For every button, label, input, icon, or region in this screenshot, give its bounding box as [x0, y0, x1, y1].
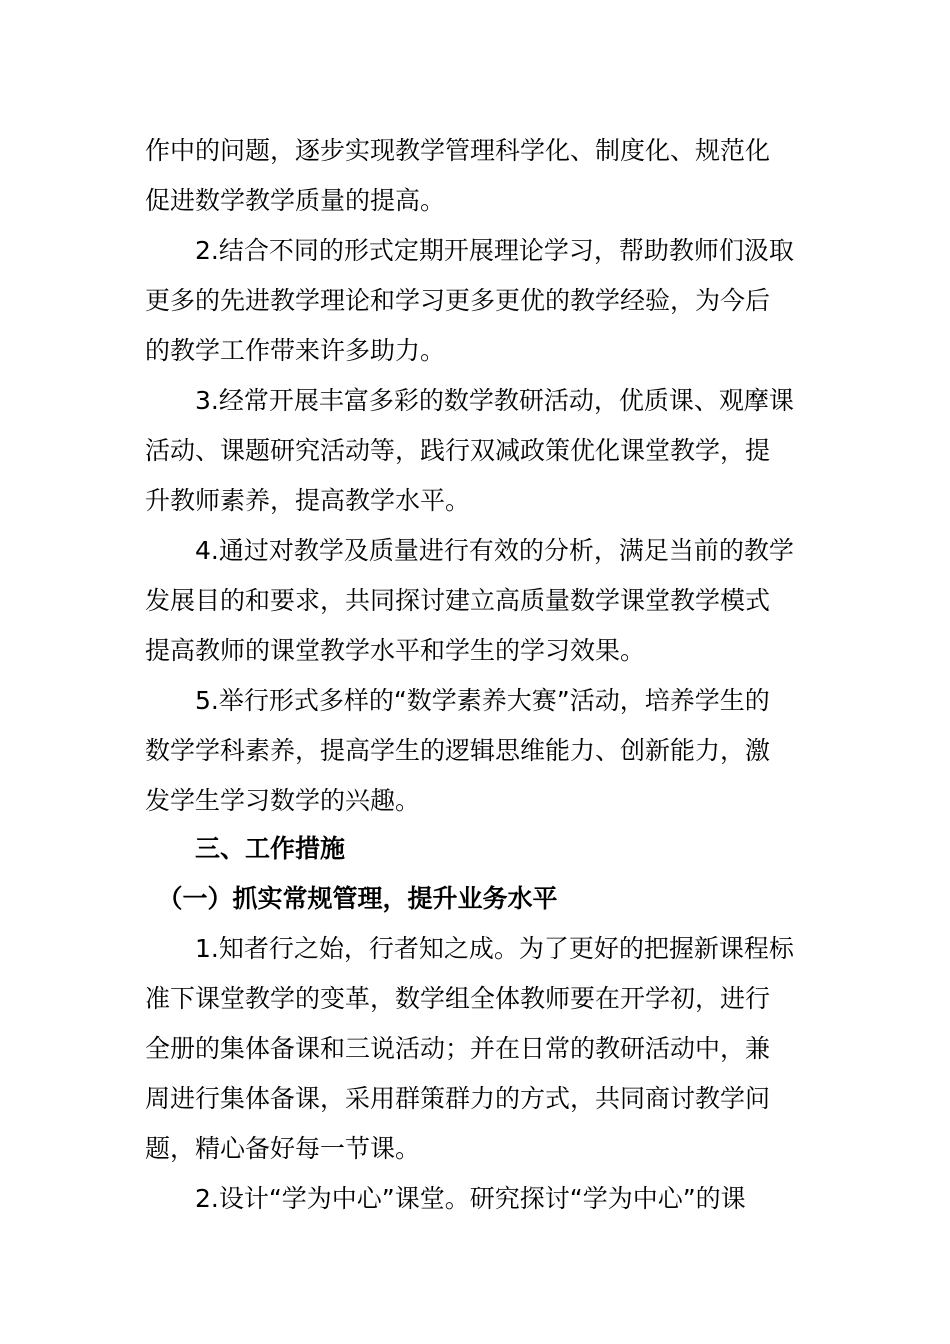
text-line: 升教师素养，提高教学水平。 [145, 486, 471, 515]
text-line: 数学学科素养，提高学生的逻辑思维能力、创新能力，激 [145, 736, 771, 765]
section-heading: 三、工作措施 [145, 834, 346, 863]
text-line: 的教学工作带来许多助力。 [145, 336, 446, 365]
text-line: 发展目的和要求，共同探讨建立高质量数学课堂教学模式 [145, 586, 771, 615]
text-line: 4.通过对教学及质量进行有效的分析，满足当前的教学 [145, 536, 794, 565]
text-line: 1.知者行之始，行者知之成。为了更好的把握新课程标 [145, 934, 794, 963]
text-line: 全册的集体备课和三说活动；并在日常的教研活动中，兼 [145, 1034, 771, 1063]
text-line: 周进行集体备课，采用群策群力的方式，共同商讨教学问 [145, 1084, 771, 1113]
text-line: 5.举行形式多样的“数学素养大赛”活动，培养学生的 [145, 686, 770, 715]
text-line: 作中的问题，逐步实现教学管理科学化、制度化、规范化 [145, 136, 771, 165]
text-line: 发学生学习数学的兴趣。 [145, 786, 421, 815]
text-line: 2.结合不同的形式定期开展理论学习，帮助教师们汲取 [145, 236, 794, 265]
text-line: 题，精心备好每一节课。 [145, 1134, 421, 1163]
text-line: 准下课堂教学的变革，数学组全体教师要在开学初，进行 [145, 984, 771, 1013]
subsection-heading: （一）抓实常规管理，提升业务水平 [145, 884, 558, 913]
text-line: 2.设计“学为中心”课堂。研究探讨“学为中心”的课 [145, 1184, 746, 1213]
text-line: 提高教师的课堂教学水平和学生的学习效果。 [145, 636, 646, 665]
text-line: 促进数学教学质量的提高。 [145, 186, 446, 215]
text-line: 更多的先进教学理论和学习更多更优的教学经验，为今后 [145, 286, 771, 315]
text-line: 3.经常开展丰富多彩的数学教研活动，优质课、观摩课 [145, 386, 794, 415]
text-line: 活动、课题研究活动等，践行双减政策优化课堂教学，提 [145, 436, 771, 465]
